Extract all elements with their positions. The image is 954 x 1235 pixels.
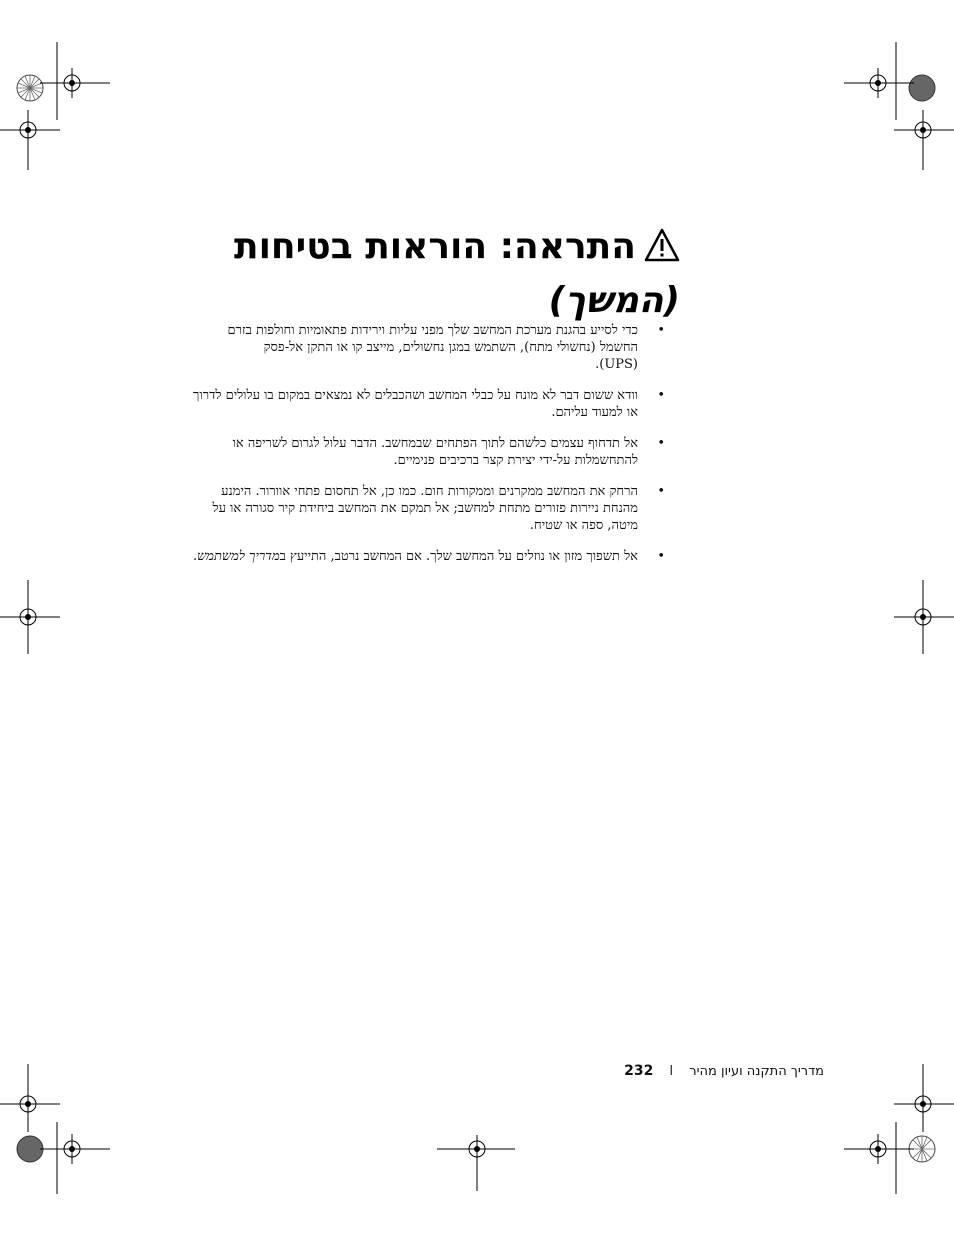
list-item-text-end: . — [192, 549, 198, 564]
list-item-line: כדי לסייע בהגנת מערכת המחשב שלך מפני עליות וירידות פתאומיות וחולפות בזרם — [227, 323, 638, 338]
safety-instructions-list — [130, 322, 670, 579]
registration-mark-bottom-right — [834, 1062, 954, 1202]
warning-triangle-icon — [644, 226, 680, 276]
list-item-line: אל תדחוף עצמים כלשהם לתוך הפתחים שבמחשב. הדבר עלול לגרום לשריפה או — [232, 436, 638, 451]
registration-mark-bottom-center — [437, 1135, 517, 1195]
bullet-icon: • — [657, 388, 665, 403]
list-item-line: החשמל (נחשולי מתח), השתמש במגן נחשולים, מייצב קו או התקן אל-פסק — [263, 340, 638, 355]
list-item-line: הרחק את המחשב ממקרנים וממקורות חום. כמו כן, אל תחסום פתחי אוורור. הימנע — [221, 484, 638, 499]
bullet-icon: • — [657, 549, 665, 564]
list-item-line: להתחשמלות על-ידי יצירת קצר ברכיבים פנימיים. — [393, 453, 638, 468]
footer-separator: I — [669, 1064, 674, 1079]
heading-line-1 — [140, 222, 680, 276]
page-footer — [600, 1062, 824, 1081]
list-item — [130, 435, 670, 469]
bullet-icon: • — [657, 484, 665, 499]
heading-line-2: (המשך) — [548, 280, 680, 321]
bullet-icon: • — [657, 436, 665, 451]
bullet-icon: • — [657, 323, 665, 338]
registration-mark-top-right — [834, 40, 954, 180]
footer-title: מדריך התקנה ועיון מהיר — [689, 1064, 824, 1079]
list-item-line: או למעוד עליהם. — [551, 405, 638, 420]
list-item-text: אל תשפוך מזון או נוזלים על המחשב שלך. אם המחשב נרטב, התייעץ ב — [279, 549, 638, 564]
list-item — [130, 548, 670, 565]
list-item — [130, 483, 670, 534]
heading-text: התראה: הוראות בטיחות — [233, 226, 636, 267]
list-item-line: מהנחת ניירות פזורים מתחת למחשב; אל תמקם את המחשב ביחידת קיר סגורה או על — [212, 501, 638, 516]
user-guide-title: מדריך למשתמש — [197, 549, 280, 564]
list-item-line — [130, 548, 638, 565]
registration-mark-bottom-left — [0, 1062, 120, 1202]
page-number: 232 — [624, 1063, 654, 1079]
list-item — [130, 387, 670, 421]
list-item-line: (UPS). — [595, 357, 638, 372]
registration-mark-top-left — [0, 40, 120, 180]
registration-mark-mid-left — [0, 580, 60, 660]
page-heading — [140, 222, 680, 326]
list-item-line: מיטה, ספה או שטיח. — [529, 518, 638, 533]
registration-mark-mid-right — [894, 580, 954, 660]
list-item-line: וודא ששום דבר לא מונח על כבלי המחשב ושהכבלים לא נמצאים במקום בו עלולים לדרוך — [193, 388, 638, 403]
list-item — [130, 322, 670, 373]
